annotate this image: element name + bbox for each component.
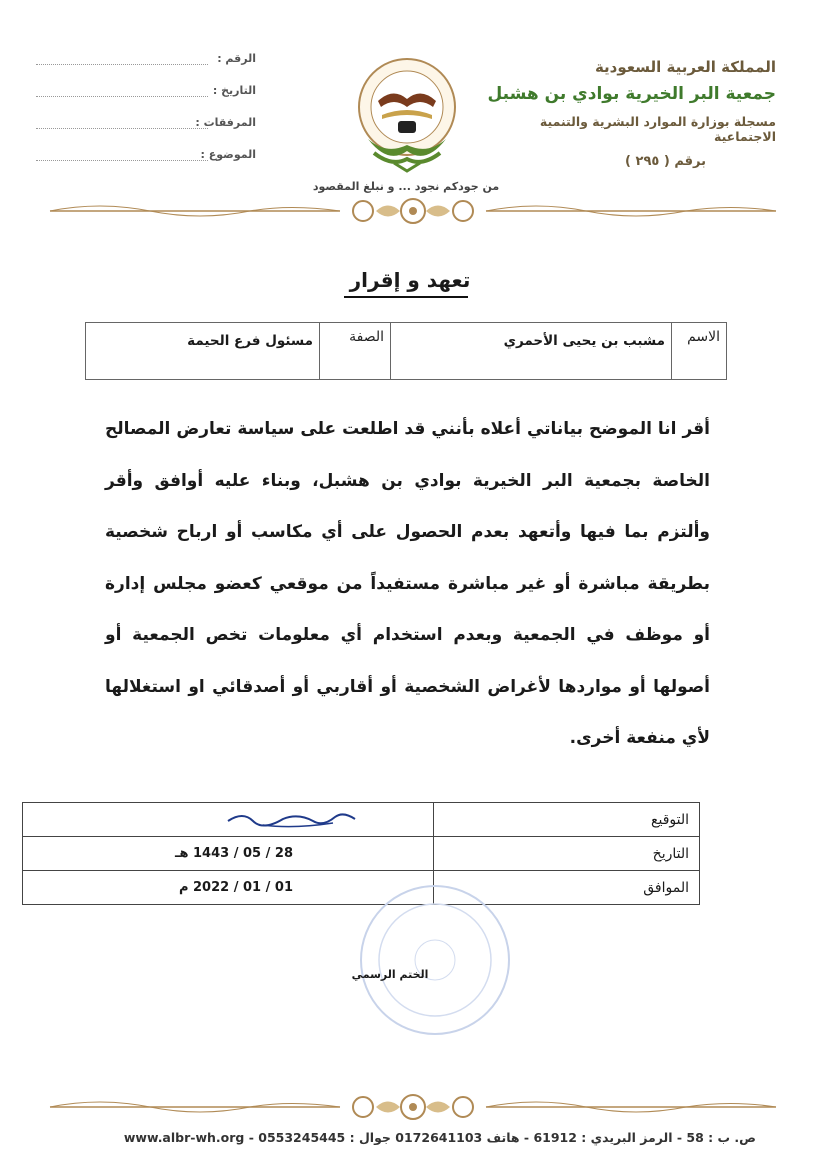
declarant-info-table [85,322,727,380]
bottom-ornament-divider [40,1092,786,1122]
reference-number-field [36,52,256,84]
field-label: الرقم : [217,52,256,65]
gregorian-date-label: الموافق [434,871,700,905]
field-line [36,128,208,129]
hijri-date-value: 28 / 05 / 1443 هـ [23,837,434,871]
table-row [86,323,727,380]
field-label: المرفقات : [195,116,256,129]
header-reference-fields [36,52,256,180]
field-label: الموضوع : [200,148,256,161]
kingdom-name: المملكة العربية السعودية [594,58,776,76]
footer-contact-info: ص. ب : 58 - الرمز البريدي : 61912 - هاتف 0172641103 جوال : 0553245445 - www.albr-wh.org [123,1130,756,1145]
field-line [36,160,208,161]
role-value: مسئول فرع الحيمة [86,323,320,380]
field-line [36,64,208,65]
declaration-paragraph: أقر انا الموضح بياناتي أعلاه بأنني قد اطلعت على سياسة تعارض المصالح الخاصة بجمعية البر الخيرية بوادي بن هشبل، وبناء عليه أوافق وأقر وألتزم بما فيها وأتعهد بعدم الحصول على أي مكاسب أو ارباح شخصية بطريقة مباشرة أو غير مباشرة مستفيداً من موقعي كعضو مجلس إدارة أو موظف في الجمعية وبعدم استخدام أي معلومات تخص الجمعية أو أصولها أو مواردها لأغراض الشخصية أو أقاربي أو أصدقائي او استغلالها لأي منفعة أخرى. [105,419,710,748]
role-label: الصفة [320,323,391,380]
official-stamp-label: الختم الرسمي [351,968,429,981]
official-stamp-mark [355,880,515,1044]
subject-field [36,148,256,180]
name-label: الاسم [672,323,727,380]
hijri-date-label: التاريخ [434,837,700,871]
top-ornament-divider [40,196,786,226]
table-row [23,837,700,871]
title-underline [344,296,468,298]
signature-scribble [223,807,363,833]
field-line [36,96,208,97]
signature-cell [23,803,434,837]
date-field [36,84,256,116]
name-value: مشبب بن يحيى الأحمري [391,323,672,380]
society-name: جمعية البر الخيرية بوادي بن هشبل [487,84,776,104]
header-org-block [476,58,776,169]
table-row [23,803,700,837]
attachments-field [36,116,256,148]
field-label: التاريخ : [212,84,256,97]
signature-label: التوقيع [434,803,700,837]
document-title: تعهد و إقرار [349,268,471,292]
society-logo [348,55,466,179]
registration-number: برقم ( ٢٩٥ ) [625,154,706,169]
gregorian-date-value: 01 / 01 / 2022 م [23,871,434,905]
society-motto: من جودكم نجود ... و نبلغ المقصود [312,180,500,193]
ministry-registration: مسجلة بوزارة الموارد البشرية والتنمية الاجتماعية [539,114,776,144]
